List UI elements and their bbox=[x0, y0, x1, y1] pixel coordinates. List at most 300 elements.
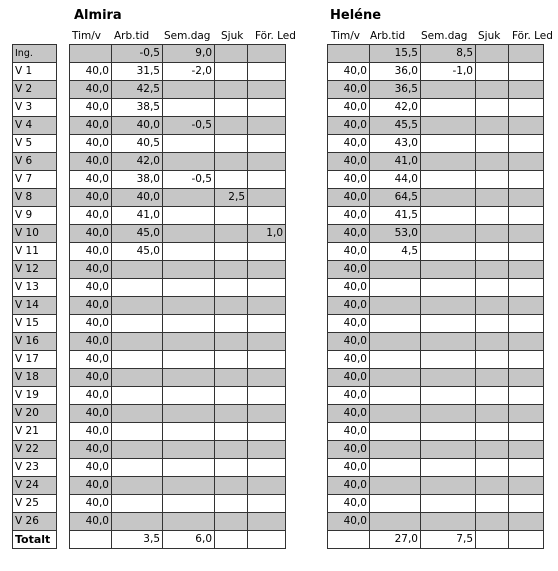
row-label-row bbox=[13, 207, 57, 225]
table-cell: 40,5 bbox=[112, 135, 163, 153]
row-label-row bbox=[13, 189, 57, 207]
table-cell bbox=[421, 369, 476, 387]
person-title-helene: Heléne bbox=[330, 8, 382, 23]
week-label: V 21 bbox=[13, 423, 57, 441]
table-cell bbox=[476, 333, 509, 351]
row-label-row bbox=[13, 333, 57, 351]
table-cell bbox=[476, 279, 509, 297]
week-label: V 7 bbox=[13, 171, 57, 189]
row-label-row bbox=[13, 243, 57, 261]
table-cell bbox=[112, 261, 163, 279]
table-cell: 40,0 bbox=[70, 171, 112, 189]
table-cell: 40,0 bbox=[328, 279, 370, 297]
table-row bbox=[70, 99, 286, 117]
table-cell: 36,5 bbox=[370, 81, 421, 99]
table-cell bbox=[163, 99, 215, 117]
table-cell bbox=[476, 261, 509, 279]
row-label-row bbox=[13, 387, 57, 405]
table-cell bbox=[509, 513, 544, 531]
table-row bbox=[70, 243, 286, 261]
table-row bbox=[328, 99, 544, 117]
table-cell bbox=[215, 225, 248, 243]
table-cell bbox=[215, 261, 248, 279]
table-row bbox=[328, 333, 544, 351]
table-row bbox=[328, 45, 544, 63]
table-cell bbox=[248, 495, 286, 513]
table-cell bbox=[215, 459, 248, 477]
table-cell bbox=[215, 369, 248, 387]
row-label-row bbox=[13, 315, 57, 333]
table-cell: 53,0 bbox=[370, 225, 421, 243]
week-label: V 17 bbox=[13, 351, 57, 369]
row-label-row bbox=[13, 351, 57, 369]
week-label: V 19 bbox=[13, 387, 57, 405]
week-label: V 4 bbox=[13, 117, 57, 135]
table-cell bbox=[248, 297, 286, 315]
table-cell bbox=[163, 477, 215, 495]
table-row bbox=[328, 495, 544, 513]
table-cell bbox=[476, 63, 509, 81]
table-cell bbox=[476, 243, 509, 261]
person-title-almira: Almira bbox=[74, 8, 122, 23]
table-cell: 40,0 bbox=[328, 423, 370, 441]
table-cell bbox=[509, 315, 544, 333]
table-cell bbox=[163, 351, 215, 369]
table-cell bbox=[215, 387, 248, 405]
table-cell bbox=[421, 513, 476, 531]
table-row bbox=[70, 135, 286, 153]
table-cell bbox=[370, 513, 421, 531]
table-cell bbox=[509, 297, 544, 315]
table-cell bbox=[509, 153, 544, 171]
week-label: V 25 bbox=[13, 495, 57, 513]
table-cell bbox=[215, 117, 248, 135]
col-header-sjuk: Sjuk bbox=[221, 30, 244, 42]
col-header-timv: Tim/v bbox=[72, 30, 101, 42]
row-label-row bbox=[13, 423, 57, 441]
table-row bbox=[70, 315, 286, 333]
table-row bbox=[328, 81, 544, 99]
table-row bbox=[70, 207, 286, 225]
table-cell bbox=[248, 153, 286, 171]
table-cell bbox=[248, 441, 286, 459]
table-cell bbox=[215, 63, 248, 81]
table-row bbox=[70, 333, 286, 351]
table-cell: 40,0 bbox=[70, 81, 112, 99]
table-cell: 45,0 bbox=[112, 225, 163, 243]
table-cell: 40,0 bbox=[70, 153, 112, 171]
table-cell bbox=[163, 495, 215, 513]
week-label: V 3 bbox=[13, 99, 57, 117]
table-row bbox=[70, 189, 286, 207]
table-cell bbox=[421, 189, 476, 207]
table-cell bbox=[215, 513, 248, 531]
week-label: V 8 bbox=[13, 189, 57, 207]
table-row bbox=[70, 387, 286, 405]
table-cell bbox=[112, 333, 163, 351]
table-cell bbox=[112, 441, 163, 459]
table-cell bbox=[421, 135, 476, 153]
table-row bbox=[70, 225, 286, 243]
table-cell bbox=[215, 351, 248, 369]
table-cell bbox=[476, 99, 509, 117]
table-cell bbox=[476, 225, 509, 243]
table-cell bbox=[248, 45, 286, 63]
row-label-row bbox=[13, 81, 57, 99]
table-cell bbox=[509, 495, 544, 513]
table-cell: 40,0 bbox=[70, 135, 112, 153]
week-label: V 1 bbox=[13, 63, 57, 81]
table-cell bbox=[476, 405, 509, 423]
table-cell bbox=[421, 279, 476, 297]
table-row bbox=[328, 225, 544, 243]
table-cell bbox=[163, 135, 215, 153]
row-label-row bbox=[13, 459, 57, 477]
table-cell bbox=[509, 459, 544, 477]
table-cell: 40,0 bbox=[328, 225, 370, 243]
table-cell bbox=[421, 207, 476, 225]
table-row bbox=[328, 477, 544, 495]
table-row bbox=[70, 531, 286, 549]
table-cell: 40,0 bbox=[328, 171, 370, 189]
table-cell bbox=[421, 315, 476, 333]
table-row bbox=[328, 189, 544, 207]
row-label-row bbox=[13, 405, 57, 423]
table-cell bbox=[370, 315, 421, 333]
row-label-row bbox=[13, 117, 57, 135]
table-row bbox=[328, 153, 544, 171]
table-cell bbox=[509, 279, 544, 297]
table-cell bbox=[215, 315, 248, 333]
table-cell: 41,5 bbox=[370, 207, 421, 225]
table-cell bbox=[70, 531, 112, 549]
table-cell: 40,0 bbox=[70, 225, 112, 243]
table-cell: 40,0 bbox=[70, 423, 112, 441]
table-cell: 40,0 bbox=[328, 153, 370, 171]
table-row bbox=[328, 279, 544, 297]
week-label: V 2 bbox=[13, 81, 57, 99]
table-cell bbox=[421, 117, 476, 135]
table-cell bbox=[112, 279, 163, 297]
table-cell bbox=[421, 441, 476, 459]
table-cell: -1,0 bbox=[421, 63, 476, 81]
table-cell bbox=[370, 423, 421, 441]
table-cell bbox=[112, 423, 163, 441]
table-cell bbox=[421, 243, 476, 261]
table-row bbox=[70, 45, 286, 63]
table-cell: 40,0 bbox=[70, 459, 112, 477]
table-cell bbox=[163, 333, 215, 351]
table-cell bbox=[476, 297, 509, 315]
week-label: V 13 bbox=[13, 279, 57, 297]
table-cell bbox=[509, 387, 544, 405]
table-cell bbox=[215, 171, 248, 189]
table-cell bbox=[370, 459, 421, 477]
table-cell bbox=[248, 207, 286, 225]
table-cell bbox=[421, 99, 476, 117]
table-row bbox=[328, 207, 544, 225]
table-cell bbox=[163, 315, 215, 333]
table-cell: 40,0 bbox=[112, 189, 163, 207]
table-cell bbox=[476, 315, 509, 333]
table-row bbox=[328, 171, 544, 189]
table-row bbox=[328, 423, 544, 441]
week-label: V 11 bbox=[13, 243, 57, 261]
table-cell: 41,0 bbox=[370, 153, 421, 171]
row-label-row bbox=[13, 531, 57, 549]
table-cell bbox=[476, 513, 509, 531]
table-row bbox=[70, 369, 286, 387]
table-row bbox=[328, 351, 544, 369]
table-row bbox=[70, 441, 286, 459]
row-label-row bbox=[13, 135, 57, 153]
table-cell bbox=[112, 387, 163, 405]
col-header-arbtid: Arb.tid bbox=[370, 30, 406, 42]
table-cell: 15,5 bbox=[370, 45, 421, 63]
table-cell bbox=[163, 369, 215, 387]
table-cell: 40,0 bbox=[70, 243, 112, 261]
table-row bbox=[70, 495, 286, 513]
table-cell: 40,0 bbox=[70, 189, 112, 207]
table-cell: 40,0 bbox=[328, 477, 370, 495]
table-cell bbox=[421, 81, 476, 99]
table-cell: 40,0 bbox=[70, 441, 112, 459]
table-cell bbox=[215, 207, 248, 225]
table-cell: 40,0 bbox=[328, 81, 370, 99]
table-cell bbox=[248, 189, 286, 207]
table-row bbox=[70, 477, 286, 495]
table-cell bbox=[248, 531, 286, 549]
table-cell bbox=[248, 99, 286, 117]
table-cell: 45,0 bbox=[112, 243, 163, 261]
week-label: V 15 bbox=[13, 315, 57, 333]
table-cell: 9,0 bbox=[163, 45, 215, 63]
week-label: V 6 bbox=[13, 153, 57, 171]
table-cell bbox=[215, 405, 248, 423]
row-label-row bbox=[13, 225, 57, 243]
table-cell: 40,0 bbox=[328, 261, 370, 279]
table-cell bbox=[215, 423, 248, 441]
table-cell: 40,0 bbox=[328, 63, 370, 81]
table-cell bbox=[370, 369, 421, 387]
table-row bbox=[328, 513, 544, 531]
table-cell bbox=[215, 81, 248, 99]
table-cell bbox=[509, 261, 544, 279]
table-cell bbox=[370, 495, 421, 513]
table-cell: 41,0 bbox=[112, 207, 163, 225]
table-cell bbox=[70, 45, 112, 63]
table-cell: 40,0 bbox=[328, 369, 370, 387]
table-cell bbox=[421, 477, 476, 495]
table-cell: 1,0 bbox=[248, 225, 286, 243]
table-cell: 40,0 bbox=[328, 459, 370, 477]
table-cell bbox=[163, 81, 215, 99]
table-cell bbox=[112, 477, 163, 495]
row-label-row bbox=[13, 477, 57, 495]
table-row bbox=[70, 423, 286, 441]
table-cell: 40,0 bbox=[328, 99, 370, 117]
table-cell: 4,5 bbox=[370, 243, 421, 261]
table-cell: 40,0 bbox=[328, 207, 370, 225]
table-cell bbox=[248, 279, 286, 297]
col-header-forled: För. Led bbox=[255, 30, 296, 42]
table-cell bbox=[509, 63, 544, 81]
table-cell bbox=[370, 261, 421, 279]
table-cell bbox=[248, 117, 286, 135]
table-cell bbox=[248, 261, 286, 279]
table-cell bbox=[476, 117, 509, 135]
table-cell: 40,0 bbox=[328, 135, 370, 153]
table-cell bbox=[370, 297, 421, 315]
table-cell bbox=[421, 423, 476, 441]
table-cell: 40,0 bbox=[328, 387, 370, 405]
row-label-row bbox=[13, 279, 57, 297]
table-cell: 40,0 bbox=[328, 189, 370, 207]
table-row bbox=[328, 243, 544, 261]
table-cell: 42,0 bbox=[370, 99, 421, 117]
table-cell bbox=[370, 333, 421, 351]
table-cell: 38,0 bbox=[112, 171, 163, 189]
table-cell: 64,5 bbox=[370, 189, 421, 207]
table-row bbox=[328, 387, 544, 405]
table-row bbox=[328, 63, 544, 81]
table-cell bbox=[112, 495, 163, 513]
table-cell bbox=[476, 441, 509, 459]
table-cell bbox=[421, 495, 476, 513]
table-cell bbox=[370, 405, 421, 423]
table-cell: 40,0 bbox=[328, 495, 370, 513]
table-cell bbox=[476, 387, 509, 405]
table-cell: 40,0 bbox=[70, 261, 112, 279]
table-cell bbox=[248, 423, 286, 441]
table-cell bbox=[163, 513, 215, 531]
table-row bbox=[328, 405, 544, 423]
table-cell bbox=[509, 351, 544, 369]
row-label-row bbox=[13, 63, 57, 81]
table-cell: -0,5 bbox=[112, 45, 163, 63]
table-cell bbox=[215, 243, 248, 261]
table-cell: 40,0 bbox=[328, 405, 370, 423]
table-cell bbox=[112, 459, 163, 477]
table-cell bbox=[215, 333, 248, 351]
table-cell bbox=[370, 441, 421, 459]
table-cell: 42,0 bbox=[112, 153, 163, 171]
table-row bbox=[70, 351, 286, 369]
table-cell bbox=[248, 171, 286, 189]
table-cell bbox=[370, 351, 421, 369]
table-cell bbox=[215, 279, 248, 297]
table-cell: 40,0 bbox=[70, 99, 112, 117]
table-cell bbox=[163, 423, 215, 441]
table-row bbox=[70, 261, 286, 279]
table-cell bbox=[248, 369, 286, 387]
table-cell: -0,5 bbox=[163, 171, 215, 189]
table-cell: 44,0 bbox=[370, 171, 421, 189]
week-label: V 20 bbox=[13, 405, 57, 423]
table-cell bbox=[112, 351, 163, 369]
table-cell bbox=[248, 315, 286, 333]
table-cell: 40,0 bbox=[70, 117, 112, 135]
week-label: V 12 bbox=[13, 261, 57, 279]
week-label: V 18 bbox=[13, 369, 57, 387]
table-cell: 7,5 bbox=[421, 531, 476, 549]
table-cell bbox=[476, 495, 509, 513]
table-row bbox=[328, 459, 544, 477]
table-cell bbox=[248, 135, 286, 153]
table-cell bbox=[163, 207, 215, 225]
col-header-semdag: Sem.dag bbox=[421, 30, 468, 42]
table-cell bbox=[421, 153, 476, 171]
table-cell bbox=[163, 225, 215, 243]
week-label: V 9 bbox=[13, 207, 57, 225]
table-cell bbox=[476, 171, 509, 189]
table-row bbox=[70, 171, 286, 189]
table-cell bbox=[421, 297, 476, 315]
table-cell bbox=[509, 99, 544, 117]
table-row bbox=[70, 405, 286, 423]
table-cell: 40,0 bbox=[70, 387, 112, 405]
table-cell bbox=[248, 477, 286, 495]
col-header-sjuk: Sjuk bbox=[478, 30, 501, 42]
table-cell bbox=[421, 333, 476, 351]
table-cell: 40,0 bbox=[328, 441, 370, 459]
row-label-row bbox=[13, 171, 57, 189]
table-cell bbox=[248, 63, 286, 81]
table-cell bbox=[509, 207, 544, 225]
table-cell bbox=[215, 531, 248, 549]
week-label: V 26 bbox=[13, 513, 57, 531]
table-cell bbox=[421, 387, 476, 405]
table-row bbox=[70, 513, 286, 531]
table-cell: 42,5 bbox=[112, 81, 163, 99]
col-header-semdag: Sem.dag bbox=[164, 30, 211, 42]
helene-hours-table bbox=[327, 44, 544, 549]
table-cell: -2,0 bbox=[163, 63, 215, 81]
table-cell bbox=[248, 351, 286, 369]
table-cell bbox=[421, 171, 476, 189]
table-cell bbox=[509, 405, 544, 423]
row-label-row bbox=[13, 261, 57, 279]
row-label-row bbox=[13, 153, 57, 171]
table-cell bbox=[509, 135, 544, 153]
almira-hours-table bbox=[69, 44, 286, 549]
table-cell: 40,0 bbox=[70, 315, 112, 333]
table-row bbox=[328, 117, 544, 135]
week-label: V 23 bbox=[13, 459, 57, 477]
table-cell bbox=[476, 45, 509, 63]
table-cell bbox=[163, 261, 215, 279]
table-cell bbox=[509, 171, 544, 189]
table-cell bbox=[215, 477, 248, 495]
week-label: V 5 bbox=[13, 135, 57, 153]
table-cell bbox=[370, 387, 421, 405]
row-label-row bbox=[13, 513, 57, 531]
table-cell bbox=[248, 459, 286, 477]
table-cell: 31,5 bbox=[112, 63, 163, 81]
table-cell: 40,0 bbox=[328, 333, 370, 351]
table-cell bbox=[163, 189, 215, 207]
table-row bbox=[328, 369, 544, 387]
table-cell: 40,0 bbox=[70, 477, 112, 495]
table-cell: 40,0 bbox=[70, 405, 112, 423]
table-cell bbox=[163, 441, 215, 459]
table-row bbox=[328, 531, 544, 549]
table-cell: 40,0 bbox=[70, 369, 112, 387]
week-label: V 22 bbox=[13, 441, 57, 459]
row-label-row bbox=[13, 45, 57, 63]
row-label-row bbox=[13, 297, 57, 315]
table-cell bbox=[509, 117, 544, 135]
